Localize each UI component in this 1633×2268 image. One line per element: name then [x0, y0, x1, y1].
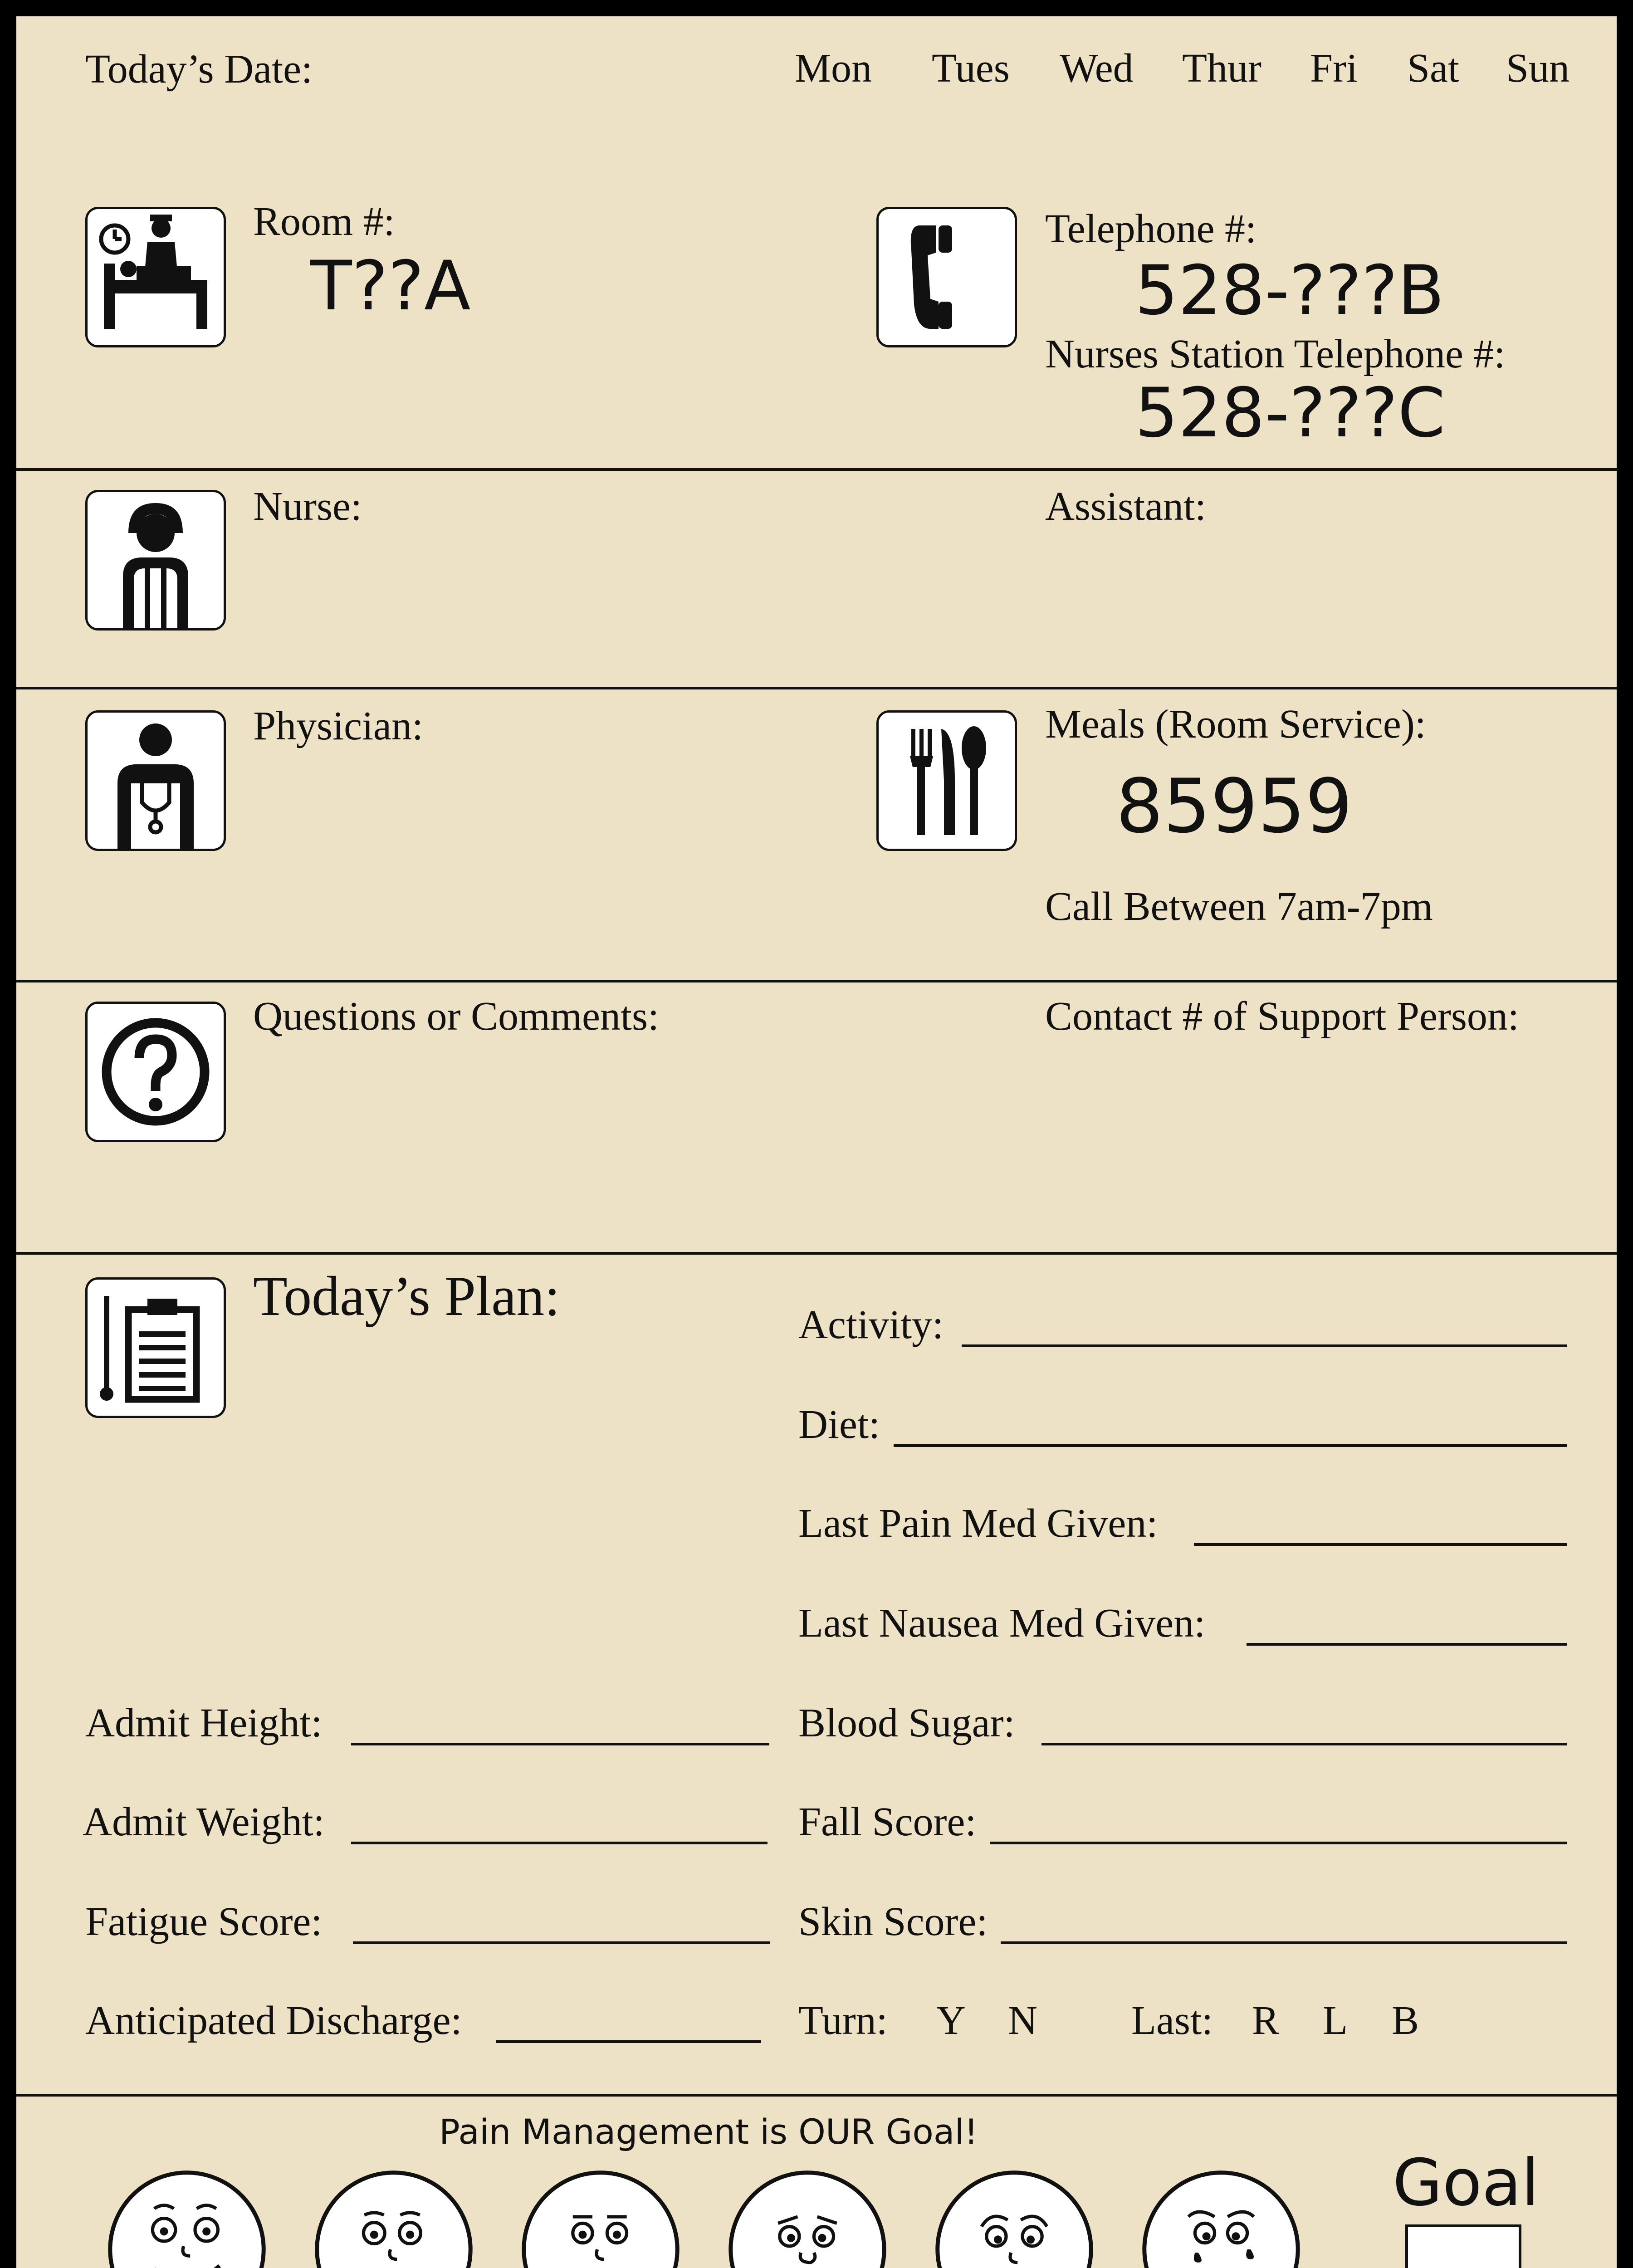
diet-field[interactable]	[894, 1444, 1567, 1447]
last-back-option[interactable]: B	[1392, 1998, 1419, 2043]
divider	[16, 1252, 1617, 1255]
goal-label: Goal	[1393, 2146, 1540, 2220]
admit-weight-label: Admit Weight:	[83, 1799, 325, 1844]
day-wed: Wed	[1060, 46, 1134, 91]
assistant-label: Assistant:	[1045, 484, 1207, 529]
clipboard-icon	[85, 1277, 226, 1418]
fatigue-score-field[interactable]	[353, 1941, 770, 1944]
admit-weight-field[interactable]	[351, 1842, 768, 1844]
day-mon: Mon	[795, 46, 872, 91]
date-label: Today’s Date:	[85, 47, 313, 92]
divider	[16, 468, 1617, 471]
nurse-label: Nurse:	[253, 484, 362, 529]
last-position-label: Last:	[1131, 1998, 1213, 2043]
fall-score-field[interactable]	[990, 1842, 1567, 1844]
nurses-station-label: Nurses Station Telephone #:	[1045, 332, 1506, 376]
blood-sugar-field[interactable]	[1041, 1743, 1567, 1745]
whiteboard	[16, 16, 1617, 2268]
turn-no-option[interactable]: N	[1008, 1998, 1037, 2043]
skin-score-label: Skin Score:	[798, 1899, 988, 1944]
day-thur: Thur	[1182, 46, 1261, 91]
telephone-number[interactable]: 528-???B	[1135, 251, 1445, 330]
blood-sugar-label: Blood Sugar:	[798, 1701, 1015, 1745]
support-person-label: Contact # of Support Person:	[1045, 994, 1519, 1039]
day-sat: Sat	[1407, 46, 1460, 91]
discharge-label: Anticipated Discharge:	[85, 1998, 462, 2043]
last-left-option[interactable]: L	[1323, 1998, 1348, 2043]
nurses-station-number[interactable]: 528-???C	[1135, 374, 1446, 453]
nausea-med-field[interactable]	[1247, 1643, 1567, 1646]
questions-label: Questions or Comments:	[253, 994, 659, 1039]
meals-call-note: Call Between 7am-7pm	[1045, 884, 1433, 929]
fatigue-score-label: Fatigue Score:	[85, 1899, 323, 1944]
pain-management-title: Pain Management is OUR Goal!	[439, 2112, 978, 2152]
telephone-icon	[876, 207, 1017, 347]
physician-label: Physician:	[253, 704, 423, 748]
day-sun: Sun	[1506, 46, 1570, 91]
last-right-option[interactable]: R	[1252, 1998, 1280, 2043]
face-2-icon[interactable]	[312, 2168, 475, 2268]
activity-label: Activity:	[798, 1302, 944, 1347]
day-tues: Tues	[932, 46, 1010, 91]
meals-number[interactable]: 85959	[1116, 763, 1353, 850]
fall-score-label: Fall Score:	[798, 1799, 977, 1844]
divider	[16, 687, 1617, 689]
pain-med-label: Last Pain Med Given:	[798, 1501, 1158, 1546]
turn-yes-option[interactable]: Y	[936, 1998, 966, 2043]
divider	[16, 980, 1617, 982]
turn-label: Turn:	[798, 1998, 888, 2043]
day-fri: Fri	[1310, 46, 1358, 91]
goal-box[interactable]	[1405, 2224, 1521, 2268]
admit-height-label: Admit Height:	[85, 1701, 323, 1745]
nurse-icon	[85, 490, 226, 631]
nausea-med-label: Last Nausea Med Given:	[798, 1601, 1206, 1646]
discharge-field[interactable]	[496, 2040, 761, 2043]
face-4-icon[interactable]	[519, 2168, 682, 2268]
hospital-bed-icon	[85, 207, 226, 347]
face-6-icon[interactable]	[726, 2168, 889, 2268]
divider	[16, 2094, 1617, 2097]
activity-field[interactable]	[962, 1344, 1567, 1347]
physician-icon	[85, 710, 226, 851]
face-0-icon[interactable]	[105, 2168, 269, 2268]
room-number[interactable]: T??A	[310, 247, 471, 326]
admit-height-field[interactable]	[351, 1743, 769, 1745]
plan-title: Today’s Plan:	[253, 1265, 560, 1327]
room-label: Room #:	[253, 199, 395, 244]
meals-label: Meals (Room Service):	[1045, 702, 1426, 747]
question-mark-icon	[85, 1002, 226, 1142]
utensils-icon	[876, 710, 1017, 851]
pain-med-field[interactable]	[1194, 1543, 1567, 1546]
skin-score-field[interactable]	[1001, 1941, 1567, 1944]
telephone-label: Telephone #:	[1045, 206, 1257, 251]
face-8-icon[interactable]	[933, 2168, 1096, 2268]
diet-label: Diet:	[798, 1402, 880, 1447]
face-10-icon[interactable]	[1139, 2168, 1303, 2268]
